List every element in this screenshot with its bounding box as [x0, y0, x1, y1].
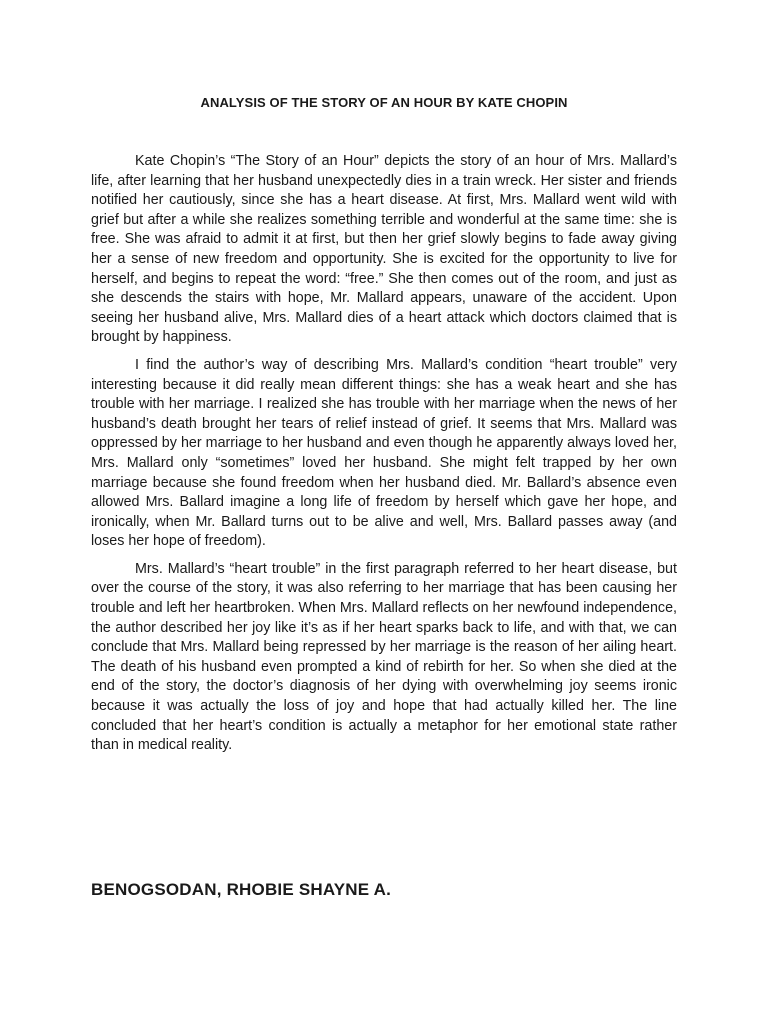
author-name: BENOGSODAN, RHOBIE SHAYNE A.: [91, 880, 391, 899]
document-title: ANALYSIS OF THE STORY OF AN HOUR BY KATE CHOPIN: [200, 95, 568, 110]
paragraph-1: Kate Chopin’s “The Story of an Hour” depicts the story of an hour of Mrs. Mallard’s life, after learning that her husband unexpectedly dies in a train wreck. Her sister and friends notified her cautiously, since she has a heart disease. At first, Mrs. Mallard went wild with grief but after a while she realizes something terrible and wonderful at the same time: she is free. She was afraid to admit it at first, but then her grief slowly begins to fade away giving her a sense of new freedom and opportunity. She is excited for the opportunity to live for herself, and begins to repeat the word: “free.” She then comes out of the room, and just as she descends the stairs with hope, Mr. Mallard appears, unaware of the accident. Upon seeing her husband alive, Mrs. Mallard dies of a heart attack which doctors claimed that is brought by happiness.: [91, 153, 677, 346]
paragraph-2: I find the author’s way of describing Mrs. Mallard’s condition “heart trouble” very interesting because it did really mean different things: she has a weak heart and she has trouble with her marriage. I realized she has trouble with her marriage when the news of her husband’s death brought her tears of relief instead of grief. It seems that Mrs. Mallard was oppressed by her marriage to her husband and even though he apparently always loved her, Mrs. Mallard only “sometimes” loved her husband. She might felt trapped by her own marriage because she found freedom when her husband died. Mr. Ballard’s absence even allowed Mrs. Ballard imagine a long life of freedom by herself which gave her hope, and ironically, when Mr. Ballard turns out to be alive and well, Mrs. Ballard passes away (and loses her hope of freedom).: [91, 356, 677, 550]
paragraph-3: Mrs. Mallard’s “heart trouble” in the first paragraph referred to her heart disease, but over the course of the story, it was also referring to her marriage that has been causing her trouble and left her heartbroken. When Mrs. Mallard reflects on her newfound independence, the author described her joy like it’s as if her heart sparks back to life, and with that, we can conclude that Mrs. Mallard being repressed by her marriage is the reason of her ailing heart. The death of his husband even prompted a kind of rebirth for her. So when she died at the end of the story, the doctor’s diagnosis of her dying with overwhelming joy seems ironic because it was actually the loss of joy and hope that had actually killed her. The line concluded that her heart’s condition is actually a metaphor for her emotional state rather than in medical reality.: [91, 560, 677, 754]
document-body: [91, 152, 677, 764]
